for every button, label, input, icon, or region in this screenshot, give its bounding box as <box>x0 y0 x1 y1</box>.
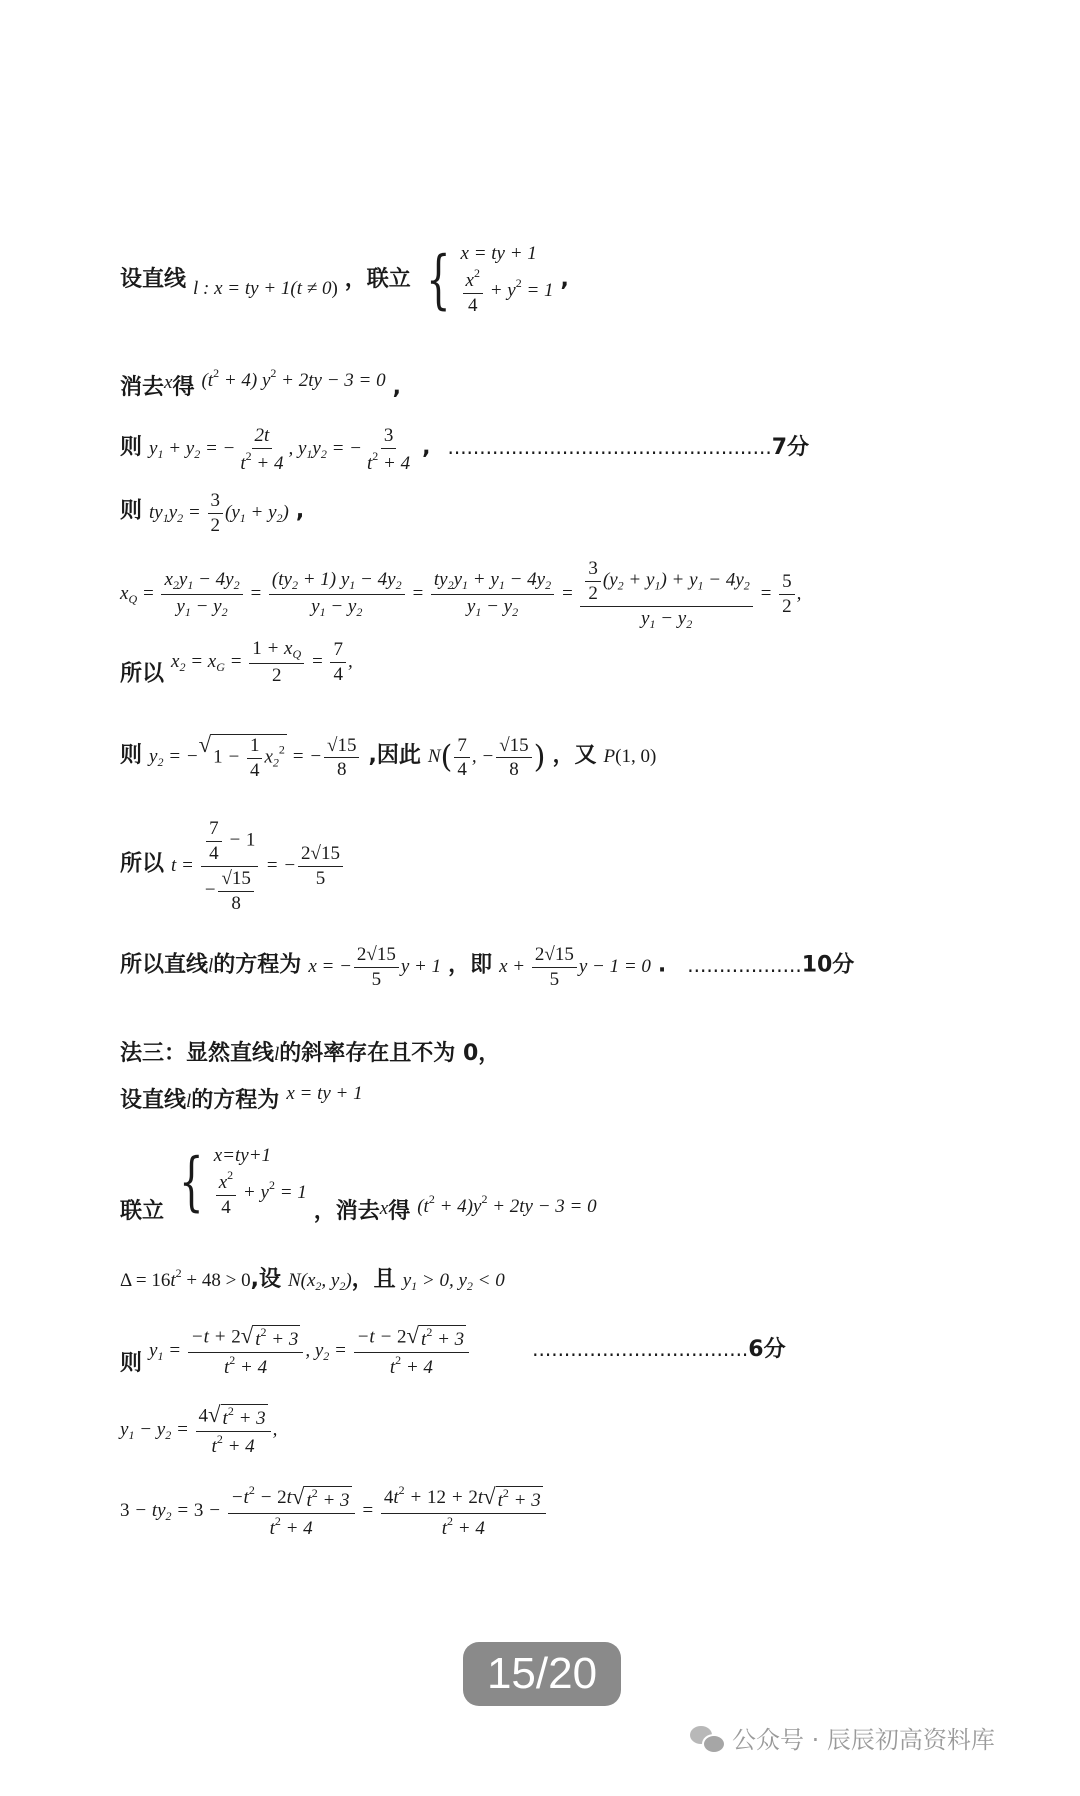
method3-line-6: $y_1 - y_2$ = 4 √ $t^2 + 3$ $t^2 + 4$ , <box>120 1402 278 1457</box>
line-5: $x_Q$ = $\frac{x_2y_1 - 4y_2}{y_1 - y_2}$ = $\frac{(ty_2 + 1) y_1 - 4y_2}{y_1 - y_2}$ = $\frac{ty_2y_1 + y_1 - 4y_2}{y_1 - y_2}$ = $\frac{3}{2}$ $(y_2 + y_1) + y_1 - 4y_2$ $y_1 - y_2$ = $\frac{5}{2}$ , <box>120 558 802 631</box>
method3-line-5: 则 $y_1$ = −t + 2 √ $t^2 + 3$ $t^2 + 4$ , $y_2$ = −t − 2 √ $t^2 + 3$ $t^2 + 4$ ..................................6分 <box>120 1323 786 1378</box>
method3-line-3: 联立 { x=ty+1 $\frac{x^2}{4}$ + $y^2 = 1$ ，消去x得 $(t^2 + 4)y^2 + 2ty - 3 = 0$ <box>120 1144 597 1224</box>
footer-watermark <box>690 1720 995 1755</box>
line-9: 所以直线l的方程为 x = − $\frac{2√15}{5}$ y + 1 ，即 x + $\frac{2√15}{5}$ y − 1 = 0 . ..................10分 <box>120 944 855 990</box>
footer-text: 公众号 · 辰辰初高资料库 <box>732 1726 995 1754</box>
line-8: 所以 t = $\frac{7}{4}$ − 1 − $\frac{√15}{8}$ = − $\frac{2√15}{5}$ <box>120 818 345 914</box>
page-indicator: 15/20 <box>463 1642 621 1706</box>
line-6: 所以 $x_2 = x_G$ = $\frac{1 + x_Q}{2}$ = $\frac{7}{4}$ , <box>120 638 353 687</box>
method3-line-2: 设直线l的方程为 x = ty + 1 <box>120 1083 363 1113</box>
method3-line-4: $\Delta = 16t^2 + 48 > 0$,设 $N(x_2$, $y_2$)，且 $y_1 > 0$, $y_2 < 0$ <box>120 1266 505 1293</box>
line-7: 则 $y_2$ = − √ 1 − $\frac{1}{4}$ $x_2^2$ = − $\frac{√15}{8}$ ,因此 N( $\frac{7}{4}$ , − $\frac{√15}{8}$ ) ，又 P(1, 0) <box>120 732 657 781</box>
method3-line-7: $3 - ty_2 = 3$ − $-t^2 - 2t$ √ $t^2 + 3$ $t^2 + 4$ = $4t^2 + 12 + 2t$ √ $t^2 + 3$ $t^2 + 4$ <box>120 1484 548 1539</box>
line-4: 则 $ty_1y_2$ = $\frac{3}{2}$ $(y_1 + y_2)$ , <box>120 490 305 536</box>
wechat-icon <box>690 1724 724 1752</box>
line-3: 则 $y_1 + y_2$ = − $\frac{2t}{t^2 + 4}$ , $y_1y_2$ = − $\frac{3}{t^2 + 4}$ , ...................................................7分 <box>120 425 810 474</box>
method3-title: 法三：显然直线l的斜率存在且不为 0， <box>120 1041 501 1066</box>
line-2: 消去x得 $(t^2 + 4) y^2 + 2ty - 3 = 0$ , <box>120 366 401 400</box>
line-1: 设直线 l : x = ty + 1(t ≠ 0) ，联立 { x = ty + 1 $\frac{x^2}{4}$ + $y^2 = 1$ , <box>120 242 569 317</box>
